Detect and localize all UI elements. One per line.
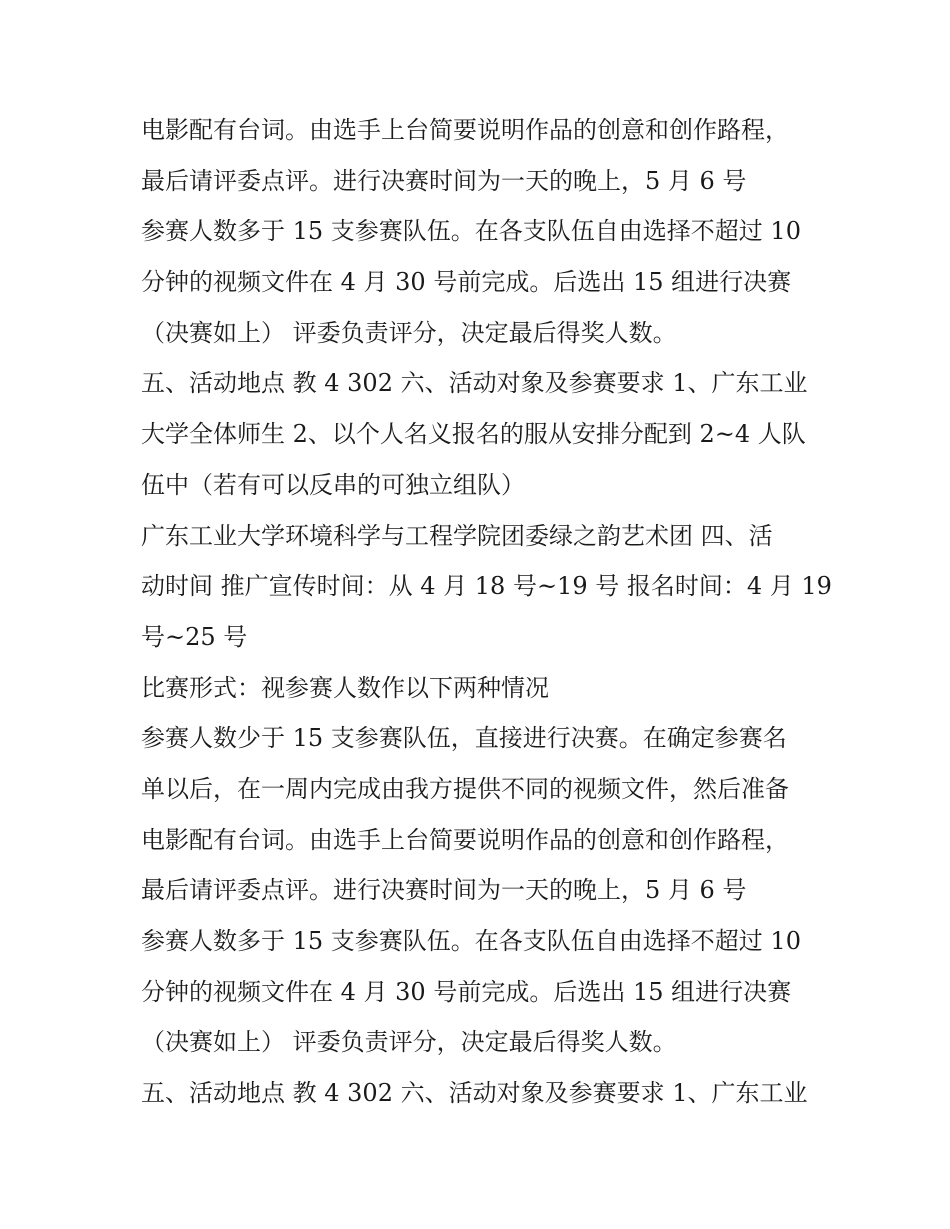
text-line: 五、活动地点 教 4 302 六、活动对象及参赛要求 1、广东工业 [141,369,808,398]
document-body [141,105,831,1119]
text-line: 五、活动地点 教 4 302 六、活动对象及参赛要求 1、广东工业 [141,1079,808,1108]
text-line: 最后请评委点评。进行决赛时间为一天的晚上，5 月 6 号 [141,876,747,905]
text-line: 最后请评委点评。进行决赛时间为一天的晚上，5 月 6 号 [141,166,747,195]
text-line: 参赛人数多于 15 支参赛队伍。在各支队伍自由选择不超过 10 [141,927,801,955]
text-line: 分钟的视频文件在 4 月 30 号前完成。后选出 15 组进行决赛 [141,977,792,1006]
text-line: 参赛人数多于 15 支参赛队伍。在各支队伍自由选择不超过 10 [141,217,801,246]
text-line: （决赛如上） 评委负责评分，决定最后得奖人数。 [141,1028,677,1057]
text-line: （决赛如上） 评委负责评分，决定最后得奖人数。 [141,318,677,347]
text-line: 动时间 推广宣传时间：从 4 月 18 号~19 号 报名时间：4 月 19 [141,572,832,601]
text-line: 单以后，在一周内完成由我方提供不同的视频文件，然后准备 [141,774,789,803]
text-line: 电影配有台词。由选手上台简要说明作品的创意和创作路程， [141,116,789,144]
text-line: 大学全体师生 2、以个人名义报名的服从安排分配到 2~4 人队 [141,420,806,449]
text-line: 分钟的视频文件在 4 月 30 号前完成。后选出 15 组进行决赛 [141,268,792,297]
text-line: 号~25 号 [141,622,248,651]
text-line: 伍中（若有可以反串的可独立组队） [141,470,525,499]
text-line: 参赛人数少于 15 支参赛队伍，直接进行决赛。在确定参赛名 [141,724,787,753]
text-line: 广东工业大学环境科学与工程学院团委绿之韵艺术团 四、活 [141,521,773,550]
text-line: 电影配有台词。由选手上台简要说明作品的创意和创作路程， [141,825,789,854]
text-line: 比赛形式：视参赛人数作以下两种情况 [141,673,549,702]
